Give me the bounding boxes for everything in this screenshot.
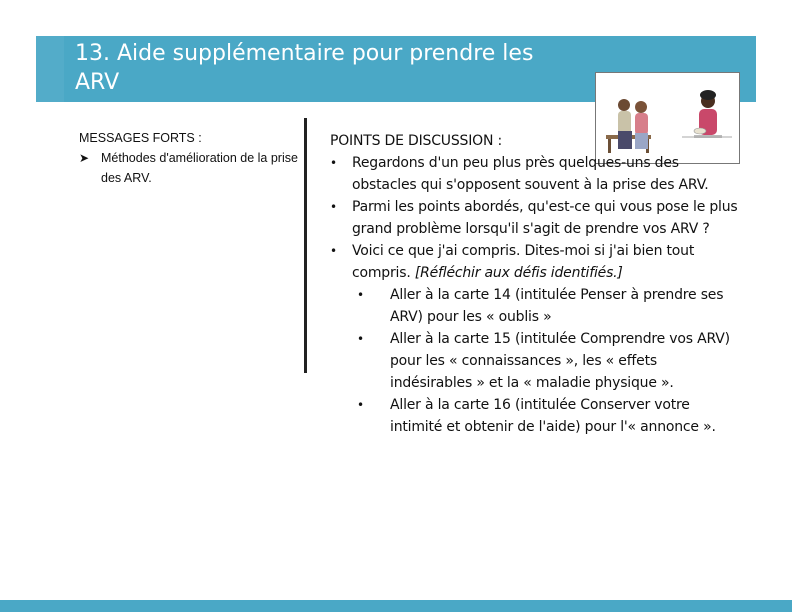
referral-item xyxy=(330,394,740,438)
column-divider xyxy=(304,118,307,373)
bullet-dot-icon: • xyxy=(357,398,364,412)
referral-text: Aller à la carte 15 (intitulée Comprendre vos ARV) pour les « connaissances », les « effets indésirables » et la « maladie physique ». xyxy=(390,331,730,391)
discussion-text: Regardons d'un peu plus près quelques-uns des obstacles qui s'opposent souvent à la prise des ARV. xyxy=(352,155,709,193)
discussion-item xyxy=(330,196,740,240)
key-message-text: Méthodes d'amélioration de la prise des ARV. xyxy=(101,151,298,185)
bullet-dot-icon: • xyxy=(330,244,337,258)
arrow-bullet-icon: ➤ xyxy=(79,151,90,165)
discussion-points-section xyxy=(330,130,740,438)
bullet-dot-icon: • xyxy=(357,288,364,302)
discussion-item xyxy=(330,152,740,196)
referral-text: Aller à la carte 14 (intitulée Penser à prendre ses ARV) pour les « oublis » xyxy=(390,287,724,325)
discussion-item xyxy=(330,240,740,284)
bullet-dot-icon: • xyxy=(330,200,337,214)
discussion-text-main: Voici ce que j'ai compris. Dites-moi si j'ai bien tout compris. xyxy=(352,243,695,281)
bullet-dot-icon: • xyxy=(330,156,337,170)
title-bar-left-accent xyxy=(36,36,64,102)
discussion-text: Parmi les points abordés, qu'est-ce qui vous pose le plus grand problème lorsqu'il s'agit de prendre vos ARV ? xyxy=(352,199,738,237)
key-messages-heading: MESSAGES FORTS : xyxy=(79,131,202,145)
discussion-heading: POINTS DE DISCUSSION : xyxy=(330,133,503,149)
referral-item xyxy=(330,284,740,328)
discussion-instruction: [Réfléchir aux défis identifiés.] xyxy=(414,265,623,281)
referral-item xyxy=(330,328,740,394)
page-title: 13. Aide supplémentaire pour prendre les ARV xyxy=(75,41,534,95)
bullet-dot-icon: • xyxy=(357,332,364,346)
key-message-item xyxy=(79,148,299,188)
key-messages-section xyxy=(79,128,299,188)
bottom-accent-bar xyxy=(0,600,792,612)
discussion-text xyxy=(352,240,740,284)
referral-text: Aller à la carte 16 (intitulée Conserver votre intimité et obtenir de l'aide) pour l'« annonce ». xyxy=(390,397,716,435)
